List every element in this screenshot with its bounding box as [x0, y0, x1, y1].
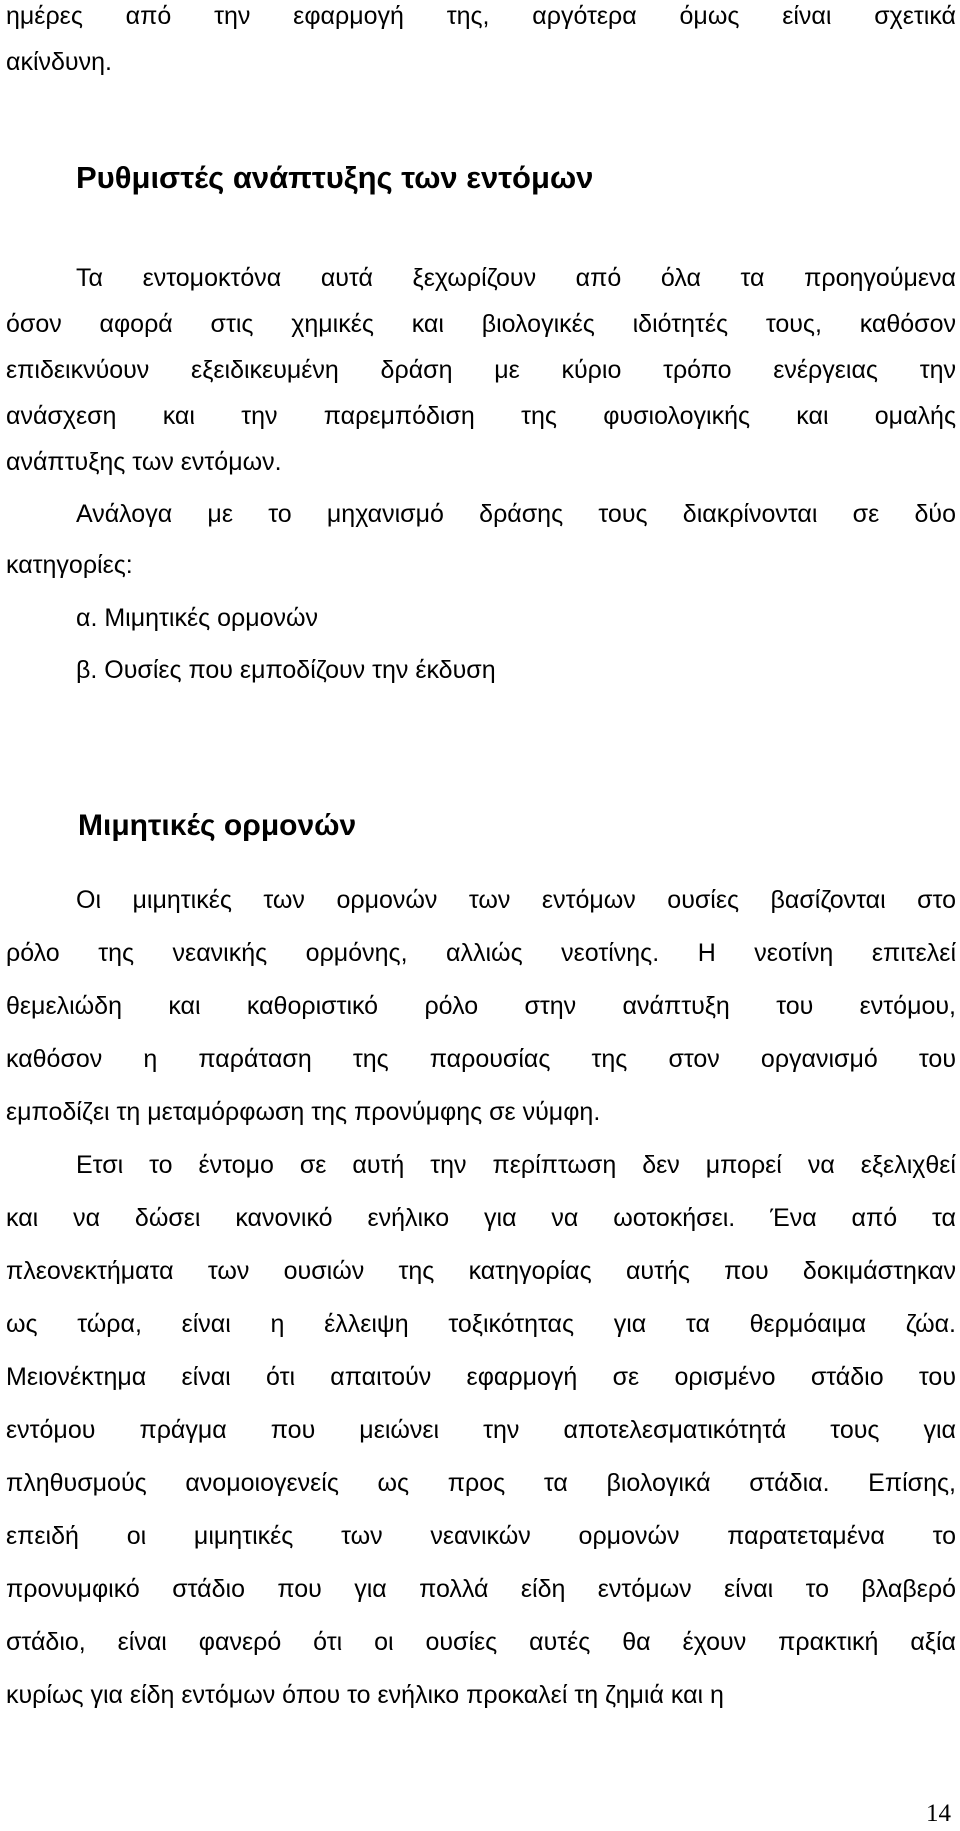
- paragraph-line: εμποδίζει τη μεταμόρφωση της προνύμφης σε νύμφη.: [6, 1098, 601, 1126]
- paragraph-line: Μειονέκτημα είναι ότι απαιτούν εφαρμογή σε ορισμένο στάδιο του: [6, 1363, 956, 1391]
- paragraph-line: Ανάλογα με το μηχανισμό δράσης τους διακρίνονται σε δύο: [76, 500, 956, 528]
- paragraph-line: και να δώσει κανονικό ενήλικο για να ωοτοκήσει. Ένα από τα: [6, 1204, 956, 1232]
- list-item: β. Ουσίες που εμποδίζουν την έκδυση: [76, 656, 496, 684]
- paragraph-line: στάδιο, είναι φανερό ότι οι ουσίες αυτές θα έχουν πρακτική αξία: [6, 1628, 956, 1656]
- section-heading: Μιμητικές ορμονών: [78, 809, 357, 842]
- paragraph-line: Ετσι το έντομο σε αυτή την περίπτωση δεν μπορεί να εξελιχθεί: [76, 1151, 956, 1179]
- section-heading: Ρυθμιστές ανάπτυξης των εντόμων: [76, 160, 594, 195]
- paragraph-line: ως τώρα, είναι η έλλειψη τοξικότητας για τα θερμόαιμα ζώα.: [6, 1310, 956, 1338]
- paragraph-line: πληθυσμούς ανομοιογενείς ως προς τα βιολογικά στάδια. Επίσης,: [6, 1469, 956, 1497]
- paragraph-line: ανάπτυξης των εντόμων.: [6, 448, 282, 476]
- paragraph-line: πλεονεκτήματα των ουσιών της κατηγορίας αυτής που δοκιμάστηκαν: [6, 1257, 956, 1285]
- list-item: α. Μιμητικές ορμονών: [76, 604, 319, 632]
- paragraph-line: επιδεικνύουν εξειδικευμένη δράση με κύριο τρόπο ενέργειας την: [6, 356, 956, 384]
- paragraph-line: ανάσχεση και την παρεμπόδιση της φυσιολογικής και ομαλής: [6, 402, 956, 430]
- paragraph-line: Οι μιμητικές των ορμονών των εντόμων ουσίες βασίζονται στο: [76, 886, 956, 914]
- paragraph-line: θεμελιώδη και καθοριστικό ρόλο στην ανάπτυξη του εντόμου,: [6, 992, 956, 1020]
- paragraph-line: εντόμου πράγμα που μειώνει την αποτελεσματικότητά τους για: [6, 1416, 956, 1444]
- paragraph-line: καθόσον η παράταση της παρουσίας της στον οργανισμό του: [6, 1045, 956, 1073]
- paragraph-line: κυρίως για είδη εντόμων όπου το ενήλικο προκαλεί τη ζημιά και η: [6, 1681, 724, 1709]
- paragraph-line: όσον αφορά στις χημικές και βιολογικές ιδιότητές τους, καθόσον: [6, 310, 956, 338]
- paragraph-line: Τα εντομοκτόνα αυτά ξεχωρίζουν από όλα τα προηγούμενα: [76, 264, 956, 292]
- paragraph-line: κατηγορίες:: [6, 551, 133, 579]
- page-number: 14: [926, 1800, 951, 1827]
- paragraph-line: ημέρες από την εφαρμογή της, αργότερα όμως είναι σχετικά: [6, 2, 956, 30]
- paragraph-line: ακίνδυνη.: [6, 48, 112, 76]
- paragraph-line: προνυμφικό στάδιο που για πολλά είδη εντόμων είναι το βλαβερό: [6, 1575, 956, 1603]
- paragraph-line: ρόλο της νεανικής ορμόνης, αλλιώς νεοτίνης. Η νεοτίνη επιτελεί: [6, 939, 956, 967]
- paragraph-line: επειδή οι μιμητικές των νεανικών ορμονών παρατεταμένα το: [6, 1522, 956, 1550]
